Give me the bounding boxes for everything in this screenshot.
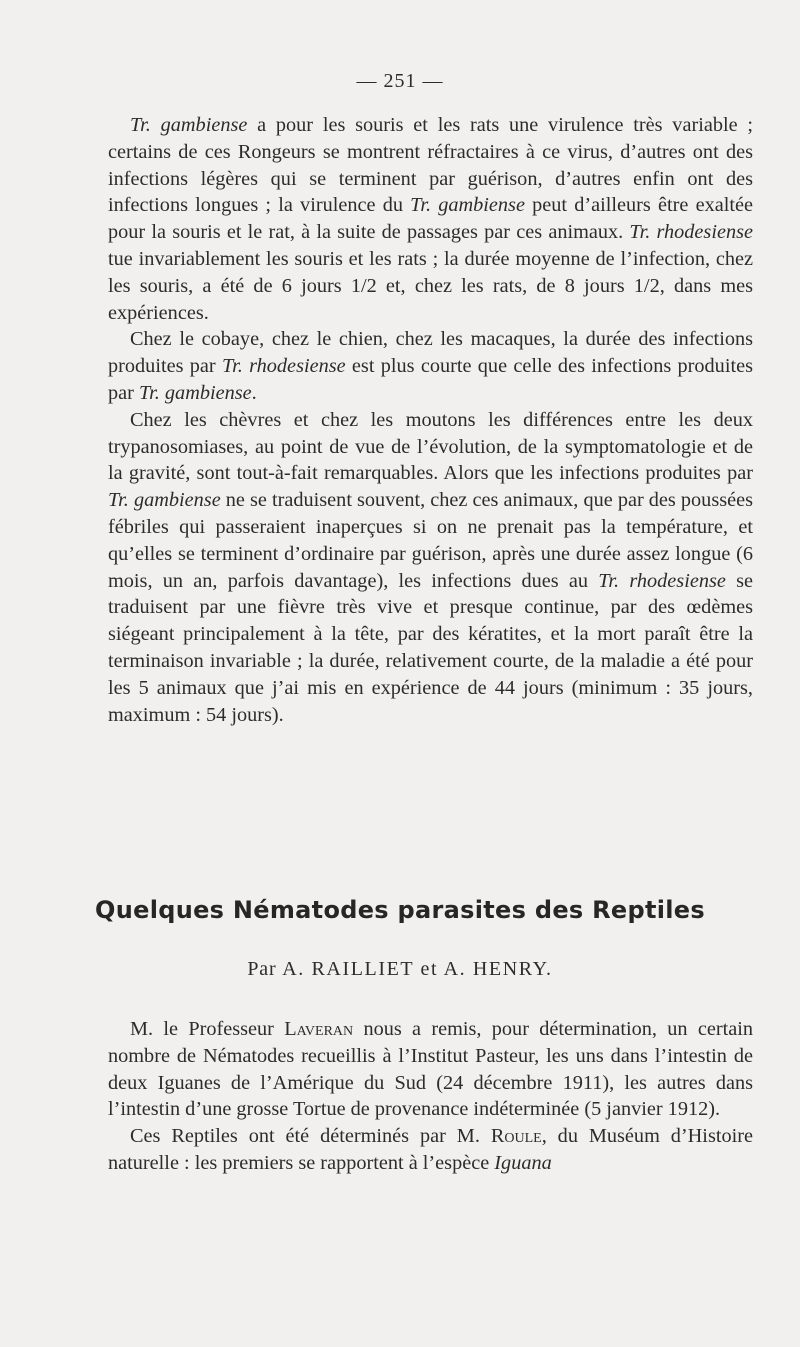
text-run: se traduisent par une fièvre très vive et presque continue, par des œdèmes siégeant principalement à la tête, par des kératites, et la mort paraît être la terminaison invariable ; la durée, relativement courte, de la maladie a été pour les 5 animaux que j’ai mis en expérience de 44 jours (minimum : 35 jours, maximum : 54 jours). [108,569,753,726]
paragraph-reptiles [108,1123,753,1177]
paragraph-virulence [108,112,753,326]
authors-names: A. RAILLIET et A. HENRY. [282,958,553,980]
species-name: Tr. rhodesiense [598,569,726,592]
text-run: . [251,381,257,404]
authors-prefix: Par [247,958,283,980]
paragraph-chevres [108,407,753,729]
person-name: Laveran [284,1018,354,1040]
page-number: — 251 — [356,70,444,92]
species-name: Iguana [494,1151,552,1174]
text-run: ne se traduisent souvent, chez ces animaux, que par des poussées fébriles qui passeraient inaperçues si on ne prenait pas la température, et qu’elles se terminent d’ordinaire par guérison, après une durée assez longue (6 mois, un an, parfois davantage), les infections dues au [108,489,754,592]
species-name: Tr. gambiense [130,114,248,136]
text-run: Chez le cobaye, chez le chien, chez les macaques, la durée des infections produites par [108,328,753,378]
body-text-top [108,112,753,728]
text-run: Ces Reptiles ont été déterminés par M. [130,1125,491,1148]
body-text-bottom [108,1016,753,1177]
paragraph-cobaye [108,326,753,406]
species-name: Tr. rhodesiense [629,221,754,244]
text-run: peut d’ailleurs être exaltée pour la souris et le rat, à la suite de passages par ces animaux. [108,194,753,244]
text-run: nous a remis, pour détermination, un certain nombre de Nématodes recueillis à l’Institut Pasteur, les uns dans l’intestin de deux Iguanes de l’Amérique du Sud (24 décembre 1911), les autres dans l’intestin d’une grosse Tortue de provenance indéterminée (5 janvier 1912). [108,1018,753,1121]
text-run: Chez les chèvres et chez les moutons les différences entre les deux trypanosomiases, au point de vue de l’évolution, de la symptomatologie et de la gravité, sont tout-à-fait remarquables. Alors que les infections produites par [108,408,753,485]
species-name: Tr. rhodesiense [221,355,346,378]
species-name: Tr. gambiense [108,489,221,512]
text-run: tue invariablement les souris et les rats ; la durée moyenne de l’infection, chez les souris, a été de 6 jours 1/2 et, chez les rats, de 8 jours 1/2, dans mes expériences. [108,247,753,324]
text-run: a pour les souris et les rats une virulence très variable ; certains de ces Rongeurs se montrent réfractaires à ce virus, d’autres ont des infections légères qui se terminent par guérison, d’autres enfin ont des infections longues ; la virulence du [108,114,753,217]
paragraph-laveran [108,1016,753,1123]
text-run: M. le Professeur [130,1018,285,1040]
person-name: Roule [490,1125,542,1148]
article-title: Quelques Nématodes parasites des Reptiles [95,896,705,924]
text-run: , du Muséum d’Histoire naturelle : les premiers se rapportent à l’espèce [108,1125,753,1174]
species-name: Tr. gambiense [138,381,252,404]
text-run: est plus courte que celle des infections produites par [108,355,753,404]
article-authors [0,958,800,981]
species-name: Tr. gambiense [410,194,525,217]
